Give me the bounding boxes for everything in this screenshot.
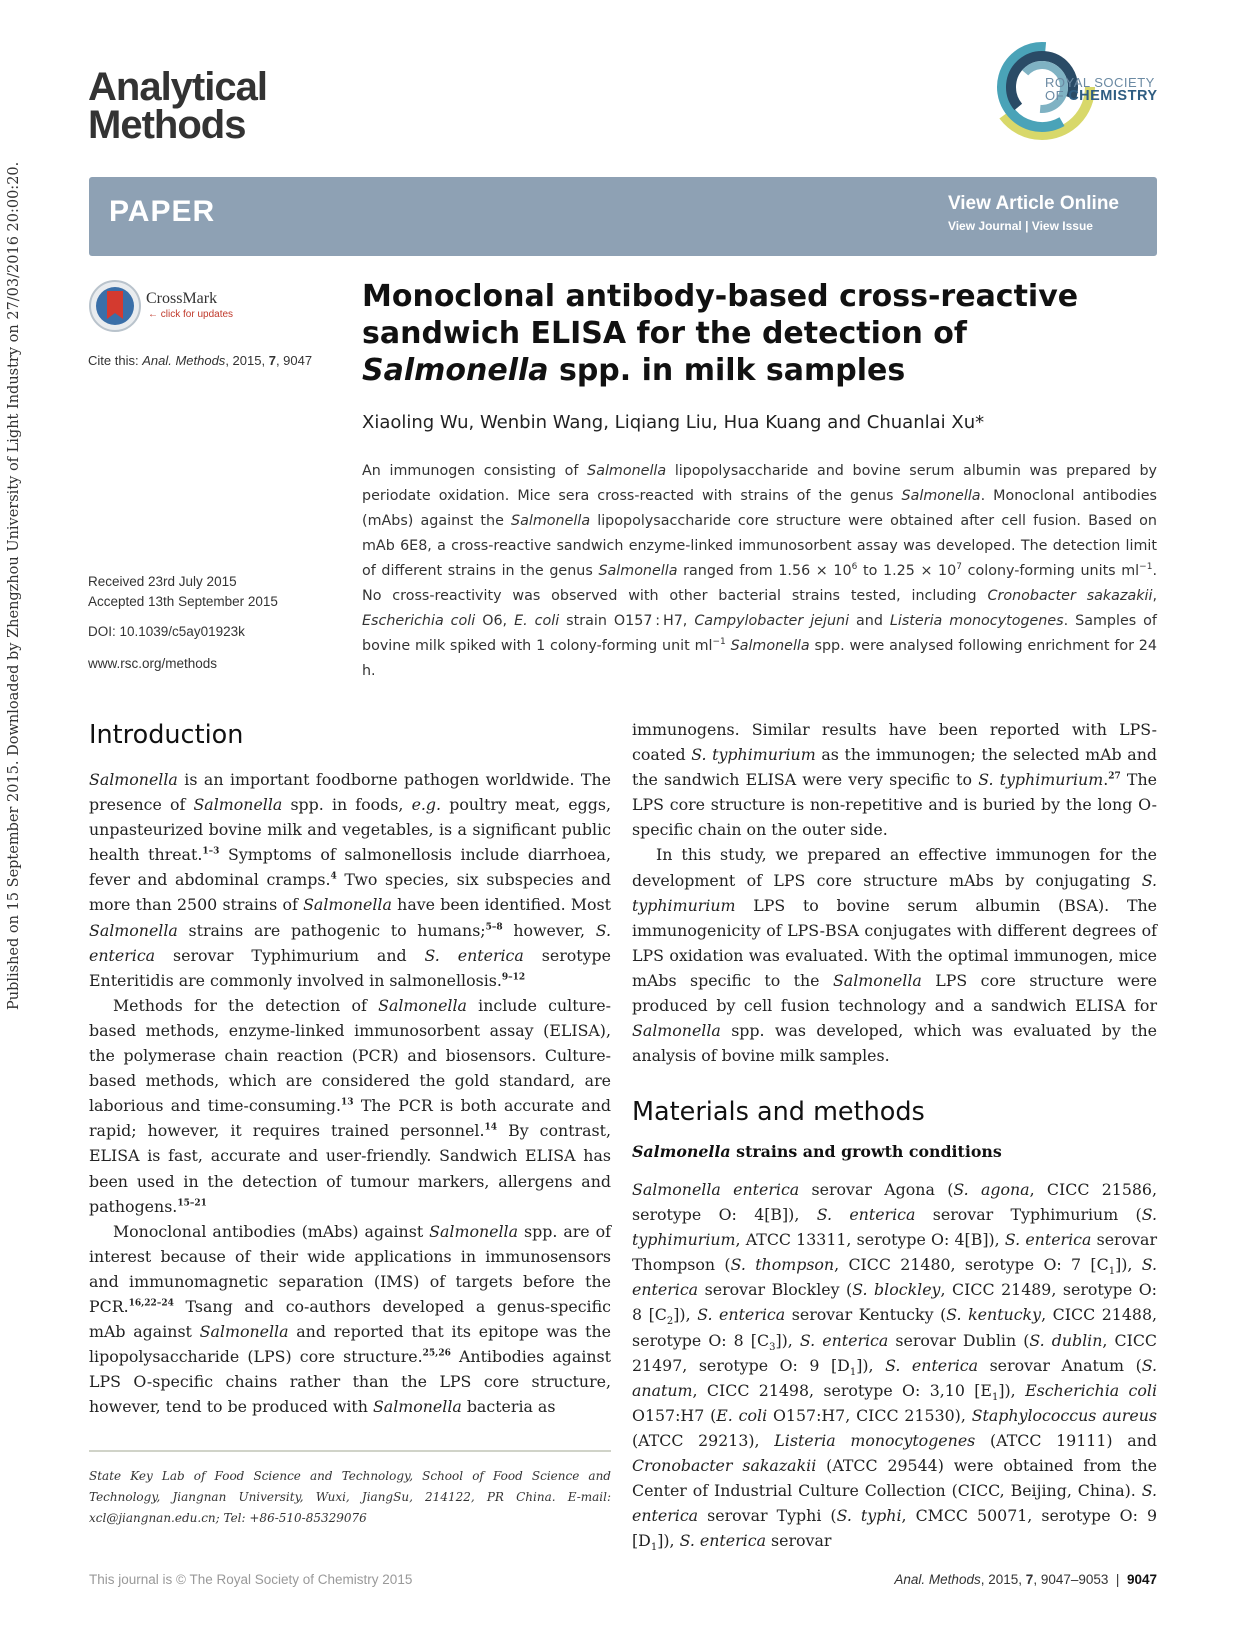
arrow-left-icon: ← <box>148 309 158 320</box>
article-title: Monoclonal antibody-based cross-reactive sandwich ELISA for the detection of Salmonella spp. in milk samples <box>362 279 1079 388</box>
section-heading-materials: Materials and methods <box>632 1097 925 1127</box>
journal-title-line1: Analytical <box>88 65 267 109</box>
rsc-wordmark: ROYAL SOCIETY OF CHEMISTRY <box>1045 75 1158 104</box>
accepted-date: Accepted 13th September 2015 <box>88 594 278 609</box>
view-article-online-link[interactable]: View Article Online <box>947 193 1119 214</box>
doi[interactable]: DOI: 10.1039/c5ay01923k <box>88 624 245 639</box>
journal-title[interactable] <box>88 65 267 147</box>
citation-line: Cite this: Anal. Methods, 2015, 7, 9047 <box>88 353 313 368</box>
footnote-divider <box>89 1450 611 1452</box>
journal-title-line2: Methods <box>88 103 246 147</box>
crossmark-label[interactable]: CrossMark <box>146 290 218 307</box>
view-journal-link[interactable]: View Journal <box>947 219 1022 233</box>
subsection-heading-strains: Salmonella strains and growth conditions <box>632 1142 1002 1161</box>
affiliation-footnote: State Key Lab of Food Science and Technology, School of Food Science and Technology, Jiangnan University, Wuxi, JiangSu, 214122, PR China. E-mail: xcl@jiangnan.edu.cn; Tel: +86-510-85329076 <box>89 1469 611 1525</box>
download-stamp: Published on 15 September 2015. Downloaded by Zhengzhou University of Light Industry on 27/03/2016 20:00:20. <box>6 161 22 1010</box>
author-list: Xiaoling Wu, Wenbin Wang, Liqiang Liu, Hua Kuang and Chuanlai Xu* <box>362 412 985 433</box>
intro-body-right: immunogens. Similar results have been reported with LPS-coated S. typhimurium as the immunogen; the selected mAb and the sandwich ELISA were very specific to S. typhimurium.$^{27}$ The LPS core structure is non-repetitive and is buried by the long O-specific chain on the outer side. In this study, we prepared an effective immunogen for the development of LPS core structure mAbs by conjugating S. typhimurium LPS to bovine serum albumin (BSA). The immunogenicity of LPS-BSA conjugates with different degrees of LPS oxidation was evaluated. With the optimal immunogen, mice mAbs specific to the Salmonella LPS core structure were produced by cell fusion technology and a sandwich ELISA for Salmonella spp. was developed, which was evaluated by the analysis of bovine milk samples. <box>632 720 1157 1066</box>
section-heading-introduction: Introduction <box>89 720 244 750</box>
copyright-footer: This journal is © The Royal Society of Chemistry 2015 <box>89 1572 413 1587</box>
abstract: An immunogen consisting of Salmonella lipopolysaccharide and bovine serum albumin was prepared by periodate oxidation. Mice sera cross-reacted with strains of the genus Salmonella. Monoclonal antibodies (mAbs) against the Salmonella lipopolysaccharide core structure were obtained after cell fusion. Based on mAb 6E8, a cross-reactive sandwich enzyme-linked immunosorbent assay was developed. The detection limit of different strains in the genus Salmonella ranged from $1.56 \times 10^6$ to $1.25 \times 10^7$ colony-forming units $ml^{-1}$. No cross-reactivity was observed with other bacterial strains tested, including Cronobacter sakazakii, Escherichia coli O6, E. coli strain O157 : H7, Campylobacter jejuni and Listeria monocytogenes. Samples of bovine milk spiked with 1 colony-forming unit $ml^{-1}$ Salmonella spp. were analysed following enrichment for 24 h. <box>362 463 1158 679</box>
materials-body: Salmonella enterica serovar Agona (S. agona, CICC 21586, serotype O: 4[B]), S. enterica serovar Typhimurium (S. typhimurium, ATCC 13311, serotype O: 4[B]), S. enterica serovar Thompson (S. thompson, CICC 21480, serotype O: 7 $[C_1]$), S. enterica serovar Blockley (S. blockley, CICC 21489, serotype O: 8 $[C_2]$), S. enterica serovar Kentucky (S. kentucky, CICC 21488, serotype O: 8 $[C_3]$), S. enterica serovar Dublin (S. dublin, CICC 21497, serotype O: 9 $[D_1]$), S. enterica serovar Anatum (S. anatum, CICC 21498, serotype O: 3,10 $[E_1]$), Escherichia coli O157:H7 (E. coli O157:H7, CICC 21530), Staphylococcus aureus (ATCC 29213), Listeria monocytogenes (ATCC 19111) and Cronobacter sakazakii (ATCC 29544) were obtained from the Center of Industrial Culture Collection (CICC, Beijing, China). S. enterica serovar Typhi (S. typhi, CMCC 50071, serotype O: 9 $[D_1]$), S. enterica serovar <box>632 1180 1158 1554</box>
article-banner <box>89 177 1157 256</box>
crossmark-sublabel[interactable]: ← click for updates <box>148 309 234 320</box>
page-number: 9047 <box>1126 1572 1157 1587</box>
view-links: View Article Online View Journal | View Issue <box>947 193 1119 233</box>
intro-body-left: Salmonella is an important foodborne pathogen worldwide. The presence of Salmonella spp. in foods, e.g. poultry meat, eggs, unpasteurized bovine milk and vegetables, is a significant public health threat.$^{1-3}$ Symptoms of salmonellosis include diarrhoea, fever and abdominal cramps.$^4$ Two species, six subspecies and more than 2500 strains of Salmonella have been identified. Most Salmonella strains are pathogenic to humans;$^{5-8}$ however, S. enterica serovar Typhimurium and S. enterica serotype Enteritidis are commonly involved in salmonellosis.$^{9-12}$ Methods for the detection of Salmonella include culture-based methods, enzyme-linked immunosorbent assay (ELISA), the polymerase chain reaction (PCR) and biosensors. Culture-based methods, which are considered the gold standard, are laborious and time-consuming.$^{13}$ The PCR is both accurate and rapid; however, it requires trained personnel.$^{14}$ By contrast, ELISA is fast, accurate and user-friendly. Sandwich ELISA has been used in the detection of tumour markers, allergens and pathogens.$^{15-21}$ Monoclonal antibodies (mAbs) against Salmonella spp. are of interest because of their wide applications in immunosensors and immunomagnetic separation (IMS) of targets before the PCR.$^{16,22-24}$ Tsang and co-authors developed a genus-specific mAb against Salmonella and reported that its epitope was the lipopolysaccharide (LPS) core structure.$^{25,26}$ Antibodies against LPS O-specific chains rather than the LPS core structure, however, tend to be produced with Salmonella bacteria as <box>89 770 612 1417</box>
crossmark-icon[interactable] <box>88 279 142 333</box>
article-type-label: PAPER <box>109 195 216 228</box>
view-issue-link[interactable]: View Issue <box>1031 219 1093 233</box>
page-footer: Anal. Methods, 2015, 7, 9047–9053 | 9047 <box>894 1572 1157 1587</box>
received-date: Received 23rd July 2015 <box>88 574 237 589</box>
journal-url[interactable]: www.rsc.org/methods <box>88 656 218 671</box>
